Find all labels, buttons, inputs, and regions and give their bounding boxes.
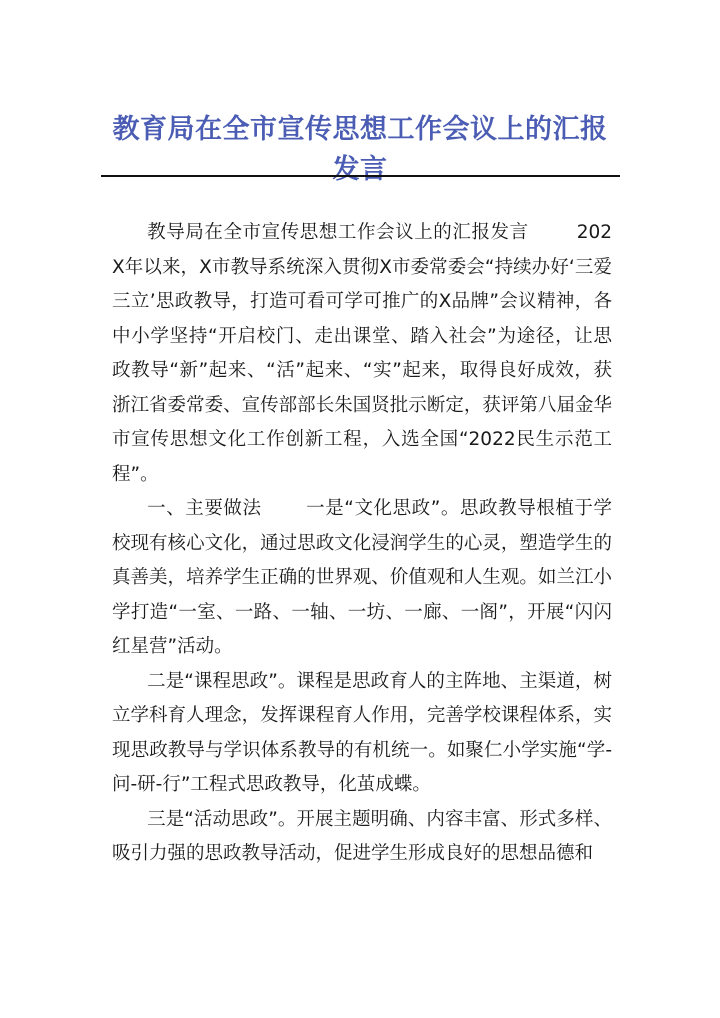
intro-paragraph <box>112 216 612 492</box>
document-title: 教育局在全市宣传思想工作会议上的汇报发言 <box>112 114 608 186</box>
section-paragraph-curriculum: 二是“课程思政”。课程是思政育人的主阵地、主渠道，树立学科育人理念，发挥课程育人作用，完善学校课程体系，实现思政教导与学识体系教导的有机统一。如聚仁小学实施“学-问-研-行”工程式思政教导，化茧成蝶。 <box>112 670 612 795</box>
intro-body-text: 202X年以来，X市教导系统深入贯彻X市委常委会“持续办好‘三爱三立’思政教导，打造可看可学可推广的X品牌”会议精神，各中小学坚持“开启校门、走出课堂、踏入社会”为途径，让思政教导“新”起来、“活”起来、“实”起来，取得良好成效，获浙江省委常委、宣传部部长朱国贤批示断定，获评第八届金华市宣传思想文化工作创新工程，入选全国“2022民生示范工程”。 <box>112 222 612 485</box>
document-body <box>112 216 612 872</box>
intro-lead-text: 教导局在全市宣传思想工作会议上的汇报发言 <box>147 222 529 243</box>
culture-body-text: 一是“文化思政”。思政教导根植于学校现有核心文化，通过思政文化浸润学生的心灵，塑造学生的真善美，培养学生正确的世界观、价值观和人生观。如兰江小学打造“一室、一路、一轴、一坊、一廊、一阁”，开展“闪闪红星营”活动。 <box>112 498 612 657</box>
section-paragraph-culture <box>112 492 612 665</box>
section-paragraph-activity: 三是“活动思政”。开展主题明确、内容丰富、形式多样、吸引力强的思政教导活动，促进学生形成良好的思想品德和 <box>112 808 612 864</box>
section-heading-main-practices: 一、主要做法 <box>147 498 262 519</box>
title-divider <box>101 175 620 177</box>
